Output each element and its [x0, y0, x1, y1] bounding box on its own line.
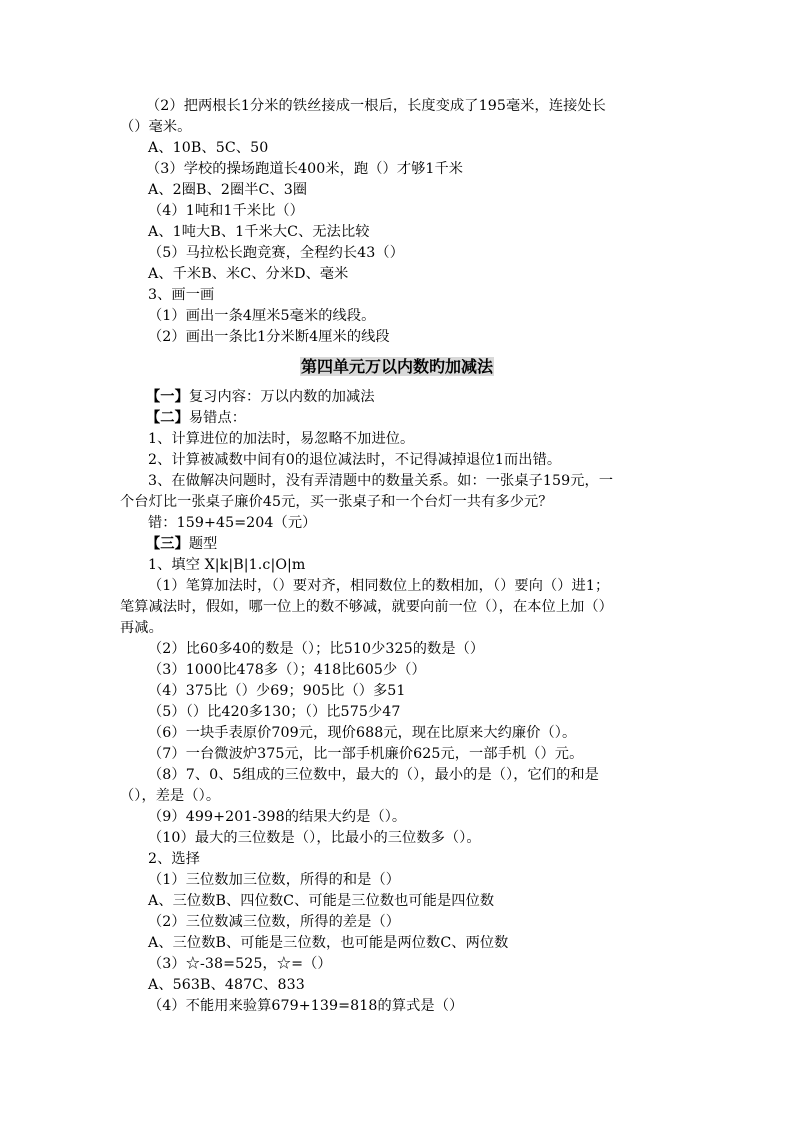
- fill-1-line-2: 笔算减法时，假如，哪一位上的数不够减，就要向前一位（），在本位上加（）: [120, 599, 613, 615]
- question-3-options: A、2圈B、2圈半C、3圈: [148, 182, 308, 198]
- fill-8-line-2: （），差是（）。: [120, 788, 221, 804]
- fill-8-line-1: （8）7、0、5组成的三位数中，最大的（），最小的是（），它们的和是: [148, 767, 599, 783]
- question-4-text: （4）1吨和1千米比（）: [148, 203, 304, 219]
- choose-2-options: A、三位数B、可能是三位数，也可能是两位数C、两位数: [148, 935, 509, 951]
- choose-1-options: A、三位数B、四位数C、可能是三位数也可能是四位数: [148, 893, 495, 909]
- fill-1-line-1: （1）笔算加法时，（）要对齐，相同数位上的数相加，（）要向（）进1；: [148, 578, 610, 594]
- unit-heading-text: 第四单元万以内数旳加减法: [300, 357, 493, 376]
- fill-3: （3）1000比478多（）；418比605少（）: [148, 662, 426, 678]
- review-content: [146, 387, 375, 407]
- question-5-text: （5）马拉松长跑竞赛，全程约长43（）: [148, 245, 404, 261]
- draw-item-2: （2）画出一条比1分米断4厘米的线段: [148, 329, 390, 345]
- choose-1: （1）三位数加三位数，所得的和是（）: [148, 872, 401, 888]
- review-label: 【一】: [146, 389, 189, 405]
- review-text: 复习内容：万以内数的加减法: [188, 389, 375, 405]
- error-example: 错：159+45=204（元）: [148, 515, 317, 531]
- choose-2: （2）三位数减三位数，所得的差是（）: [148, 914, 401, 930]
- question-2-text: （2）把两根长1分米的铁丝接成一根后，长度变成了195毫米，连接处长: [146, 98, 606, 114]
- unit-heading: [0, 355, 794, 379]
- types-label: 【三】: [146, 536, 189, 552]
- question-5-options: A、千米B、米C、分米D、毫米: [148, 266, 349, 282]
- question-types: [146, 534, 217, 554]
- fill-4: （4）375比（）少69；905比（）多51: [148, 683, 406, 699]
- error-point-2: 2、计算被减数中间有0的退位减法时，不记得减掉退位1而出错。: [148, 452, 562, 468]
- question-2-text-cont: （）毫米。: [120, 119, 192, 135]
- choose-title: 2、选择: [148, 851, 200, 867]
- fill-6: （6）一块手表原价709元，现价688元，现在比原来大约廉价（）。: [148, 725, 577, 741]
- fill-2: （2）比60多40的数是（）；比510少325的数是（）: [148, 641, 485, 657]
- fill-blank-title: 1、填空 X|k|B|1.c|O|m: [148, 557, 306, 573]
- fill-5: （5）（）比420多130；（）比575少47: [148, 704, 401, 720]
- fill-10: （10）最大的三位数是（），比最小的三位数多（）。: [148, 830, 481, 846]
- draw-item-1: （1）画出一条4厘米5毫米的线段。: [148, 308, 376, 324]
- types-text: 题型: [188, 536, 218, 552]
- question-2-options: A、10B、5C、50: [148, 140, 269, 156]
- choose-3-options: A、563B、487C、833: [148, 977, 305, 993]
- error-point-3-cont: 个台灯比一张桌子廉价45元，买一张桌子和一个台灯一共有多少元？: [120, 494, 553, 510]
- fill-7: （7）一台微波炉375元，比一部手机廉价625元，一部手机（）元。: [148, 746, 584, 762]
- choose-4: （4）不能用来验算679+139=818的算式是（）: [148, 998, 464, 1014]
- error-points: [146, 408, 246, 428]
- error-point-1: 1、计算进位的加法时，易忽略不加进位。: [148, 431, 415, 447]
- section-draw-title: 3、画一画: [148, 287, 215, 303]
- fill-1-line-3: 再减。: [120, 620, 163, 636]
- choose-3: （3）☆-38=525，☆=（）: [148, 956, 332, 972]
- error-point-3: 3、在做解决问题时，没有弄清题中的数量关系。如：一张桌子159元，一: [148, 473, 614, 489]
- question-4-options: A、1吨大B、1千米大C、无法比较: [148, 224, 370, 240]
- fill-9: （9）499+201-398的结果大约是（）。: [148, 809, 407, 825]
- error-text: 易错点：: [188, 410, 247, 426]
- question-3-text: （3）学校的操场跑道长400米，跑（）才够1千米: [146, 161, 464, 177]
- error-label: 【二】: [146, 410, 189, 426]
